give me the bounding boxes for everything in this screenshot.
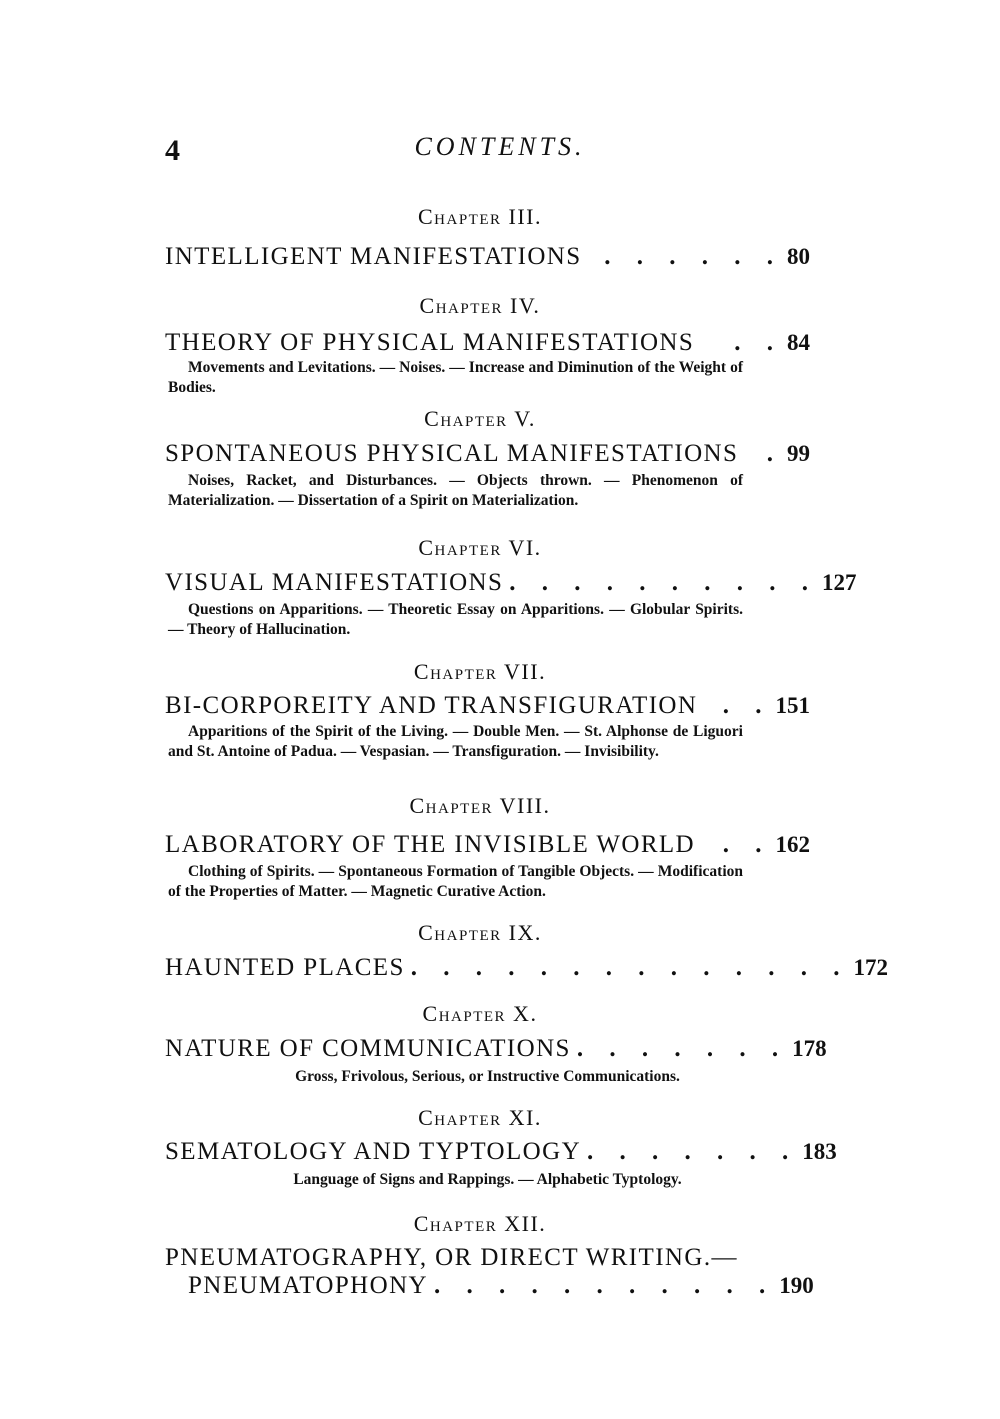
chapter-description: Noises, Racket, and Disturbances. — Objects thrown. — Phenomenon of Materialization. — Dissertation of a Spirit on Materialization. (168, 472, 743, 509)
toc-entry (165, 330, 810, 355)
chapter-title: LABORATORY OF THE INVISIBLE WORLD (165, 831, 696, 858)
page-ref: 80 (787, 244, 810, 269)
chapter-title: NATURE OF COMMUNICATIONS (165, 1035, 571, 1062)
dot-leader: . . . . . . . . . . (509, 569, 819, 596)
chapter-heading: Chapter III. (418, 204, 542, 229)
page-ref: 172 (853, 955, 888, 980)
page-ref: 151 (775, 693, 810, 718)
page-ref: 162 (775, 832, 810, 857)
toc-entry (188, 1272, 814, 1299)
dot-leader: . . . . . . . (587, 1138, 799, 1165)
page-ref: 190 (779, 1273, 814, 1298)
page-ref: 84 (787, 330, 810, 355)
chapter-description: Clothing of Spirits. — Spontaneous Formation of Tangible Objects. — Modification of the Properties of Matter. — Magnetic Curative Action. (168, 863, 743, 900)
page-ref: 178 (792, 1036, 827, 1061)
chapter-heading: Chapter XI. (418, 1105, 542, 1130)
toc-entry (165, 832, 810, 857)
dot-leader: . . (734, 329, 783, 356)
chapter-title: INTELLIGENT MANIFESTATIONS (165, 243, 582, 270)
chapter-title: BI-CORPOREITY AND TRANSFIGURATION (165, 692, 698, 719)
toc-entry (165, 441, 810, 466)
dot-leader: . . . . . . . . . . . (434, 1272, 776, 1299)
toc-entry (165, 1138, 837, 1165)
page-ref: 183 (802, 1139, 837, 1164)
chapter-title: THEORY OF PHYSICAL MANIFESTATIONS (165, 329, 695, 356)
dot-leader: . . . . . . . (576, 1035, 789, 1062)
dot-leader: . . . . . . . . . . . . . . (410, 954, 850, 981)
page-ref: 99 (787, 441, 810, 466)
dot-leader: . . . . . . (604, 243, 783, 270)
chapter-title: HAUNTED PLACES (165, 954, 405, 981)
chapter-description: Gross, Frivolous, Serious, or Instructive Communications. (295, 1068, 680, 1085)
chapter-title-line: PNEUMATOGRAPHY, OR DIRECT WRITING.— (165, 1244, 738, 1271)
running-head: CONTENTS. (414, 132, 586, 161)
chapter-heading: Chapter VIII. (409, 793, 551, 818)
toc-entry (165, 244, 810, 269)
page-ref: 127 (822, 570, 857, 595)
chapter-title: SPONTANEOUS PHYSICAL MANIFESTATIONS (165, 440, 739, 467)
chapter-heading: Chapter VI. (418, 535, 542, 560)
chapter-heading: Chapter IX. (418, 920, 542, 945)
chapter-description: Movements and Levitations. — Noises. — Increase and Diminution of the Weight of Bodies. (168, 359, 743, 396)
dot-leader: . . (722, 831, 772, 858)
chapter-description: Language of Signs and Rappings. — Alphabetic Typtology. (293, 1171, 682, 1188)
toc-entry (165, 569, 857, 596)
dot-leader: . (766, 440, 783, 467)
chapter-heading: Chapter XII. (413, 1211, 547, 1236)
chapter-description: Questions on Apparitions. — Theoretic Essay on Apparitions. — Globular Spirits. — Theory of Hallucination. (168, 601, 743, 638)
chapter-heading: Chapter V. (424, 406, 536, 431)
chapter-title: VISUAL MANIFESTATIONS (165, 569, 504, 596)
chapter-heading: Chapter IV. (419, 293, 541, 318)
page-number: 4 (165, 134, 180, 167)
chapter-title: PNEUMATOPHONY (188, 1272, 428, 1299)
toc-entry (165, 693, 810, 718)
chapter-heading: Chapter VII. (413, 659, 547, 684)
chapter-heading: Chapter X. (422, 1001, 538, 1026)
toc-entry (165, 1035, 827, 1062)
chapter-description: Apparitions of the Spirit of the Living. — Double Men. — St. Alphonse de Liguori and St. Antoine of Padua. — Vespasian. — Transfiguration. — Invisibility. (168, 723, 743, 760)
chapter-title: SEMATOLOGY AND TYPTOLOGY (165, 1138, 582, 1165)
dot-leader: . . (722, 692, 772, 719)
toc-entry (165, 954, 888, 981)
